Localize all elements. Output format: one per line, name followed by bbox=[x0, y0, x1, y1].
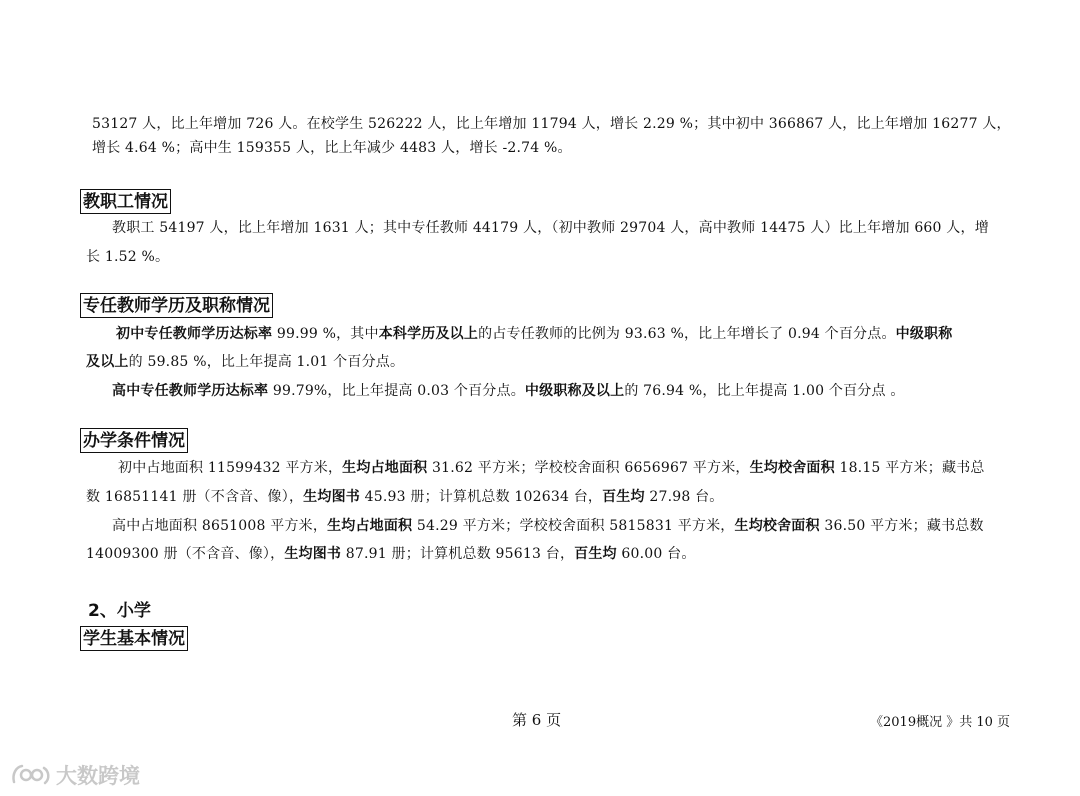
text-span: 45.93 册；计算机总数 102634 台， bbox=[359, 489, 603, 505]
text-span: 31.62 平方米；学校校舍面积 6656967 平方米， bbox=[427, 460, 750, 476]
text-span: 36.50 平方米；藏书总数 bbox=[819, 518, 984, 534]
computers-per-hundred-label: 百生均 bbox=[574, 546, 617, 562]
text-span: 18.15 平方米；藏书总 bbox=[834, 460, 985, 476]
junior-teacher-paragraph-line-2 bbox=[86, 348, 404, 377]
text-span: 的 59.85 %，比上年提高 1.01 个百分点。 bbox=[128, 354, 405, 370]
text-span: 87.91 册；计算机总数 95613 台， bbox=[341, 546, 575, 562]
and-above-label: 及以上 bbox=[86, 354, 129, 370]
senior-teacher-paragraph bbox=[112, 377, 905, 406]
computers-per-hundred-label: 百生均 bbox=[602, 489, 645, 505]
mid-title-label: 中级职称 bbox=[895, 326, 953, 342]
building-area-per-student-label: 生均校舍面积 bbox=[734, 518, 820, 534]
books-per-student-label: 生均图书 bbox=[284, 546, 342, 562]
books-per-student-label: 生均图书 bbox=[303, 489, 360, 505]
junior-qualification-rate-label: 初中专任教师学历达标率 bbox=[116, 326, 273, 342]
text-span: 数 16851141 册（不含音、像）， bbox=[86, 489, 304, 505]
text-span: 99.99 %，其中 bbox=[272, 326, 379, 342]
document-page-count: 《2019概况 》共 10 页 bbox=[870, 715, 1011, 730]
text-span: 的占专任教师的比例为 93.63 %，比上年增长了 0.94 个百分点。 bbox=[478, 326, 896, 342]
senior-conditions-line-1 bbox=[112, 512, 984, 541]
building-area-per-student-label: 生均校舍面积 bbox=[749, 460, 835, 476]
senior-qualification-rate-label: 高中专任教师学历达标率 bbox=[112, 383, 269, 399]
junior-conditions-line-2 bbox=[86, 483, 724, 512]
land-area-per-student-label: 生均占地面积 bbox=[342, 460, 428, 476]
senior-conditions-line-2 bbox=[86, 540, 696, 569]
text-span: 60.00 台。 bbox=[616, 546, 696, 562]
primary-school-subheading: 2、小学 bbox=[88, 601, 151, 621]
land-area-per-student-label: 生均占地面积 bbox=[327, 518, 413, 534]
staff-paragraph-line-1: 教职工 54197 人，比上年增加 1631 人；其中专任教师 44179 人，（初中教师 29704 人，高中教师 14475 人）比上年增加 660 人，增 bbox=[112, 220, 989, 236]
text-span: 99.79%，比上年提高 0.03 个百分点。 bbox=[268, 383, 525, 399]
page-number: 第 6 页 bbox=[512, 711, 562, 729]
staff-paragraph-line-2: 长 1.52 %。 bbox=[86, 249, 170, 265]
watermark-logo-icon bbox=[10, 762, 52, 788]
junior-conditions-line-1 bbox=[118, 454, 985, 483]
students-paragraph-line-2: 增长 4.64 %；高中生 159355 人，比上年减少 4483 人，增长 -2.74 %。 bbox=[92, 140, 572, 156]
watermark-text: 大数跨境 bbox=[56, 764, 140, 788]
staff-heading: 教职工情况 bbox=[80, 189, 171, 214]
junior-teacher-paragraph-line-1 bbox=[116, 320, 952, 349]
text-span: 高中占地面积 8651008 平方米， bbox=[112, 518, 328, 534]
watermark bbox=[10, 760, 140, 790]
students-paragraph-line-1: 53127 人，比上年增加 726 人。在校学生 526222 人，比上年增加 11794 人，增长 2.29 %；其中初中 366867 人，比上年增加 16277 人， bbox=[92, 116, 1011, 132]
teacher-qualification-heading: 专任教师学历及职称情况 bbox=[80, 293, 273, 318]
text-span: 14009300 册（不含音、像）， bbox=[86, 546, 285, 562]
school-conditions-heading: 办学条件情况 bbox=[80, 428, 188, 453]
text-span: 54.29 平方米；学校校舍面积 5815831 平方米， bbox=[412, 518, 735, 534]
text-span: 的 76.94 %，比上年提高 1.00 个百分点 。 bbox=[624, 383, 905, 399]
text-span: 27.98 台。 bbox=[644, 489, 724, 505]
text-span: 初中占地面积 11599432 平方米， bbox=[118, 460, 343, 476]
bachelor-degree-label: 本科学历及以上 bbox=[378, 326, 479, 342]
primary-students-heading: 学生基本情况 bbox=[80, 626, 188, 651]
senior-mid-title-label: 中级职称及以上 bbox=[524, 383, 625, 399]
